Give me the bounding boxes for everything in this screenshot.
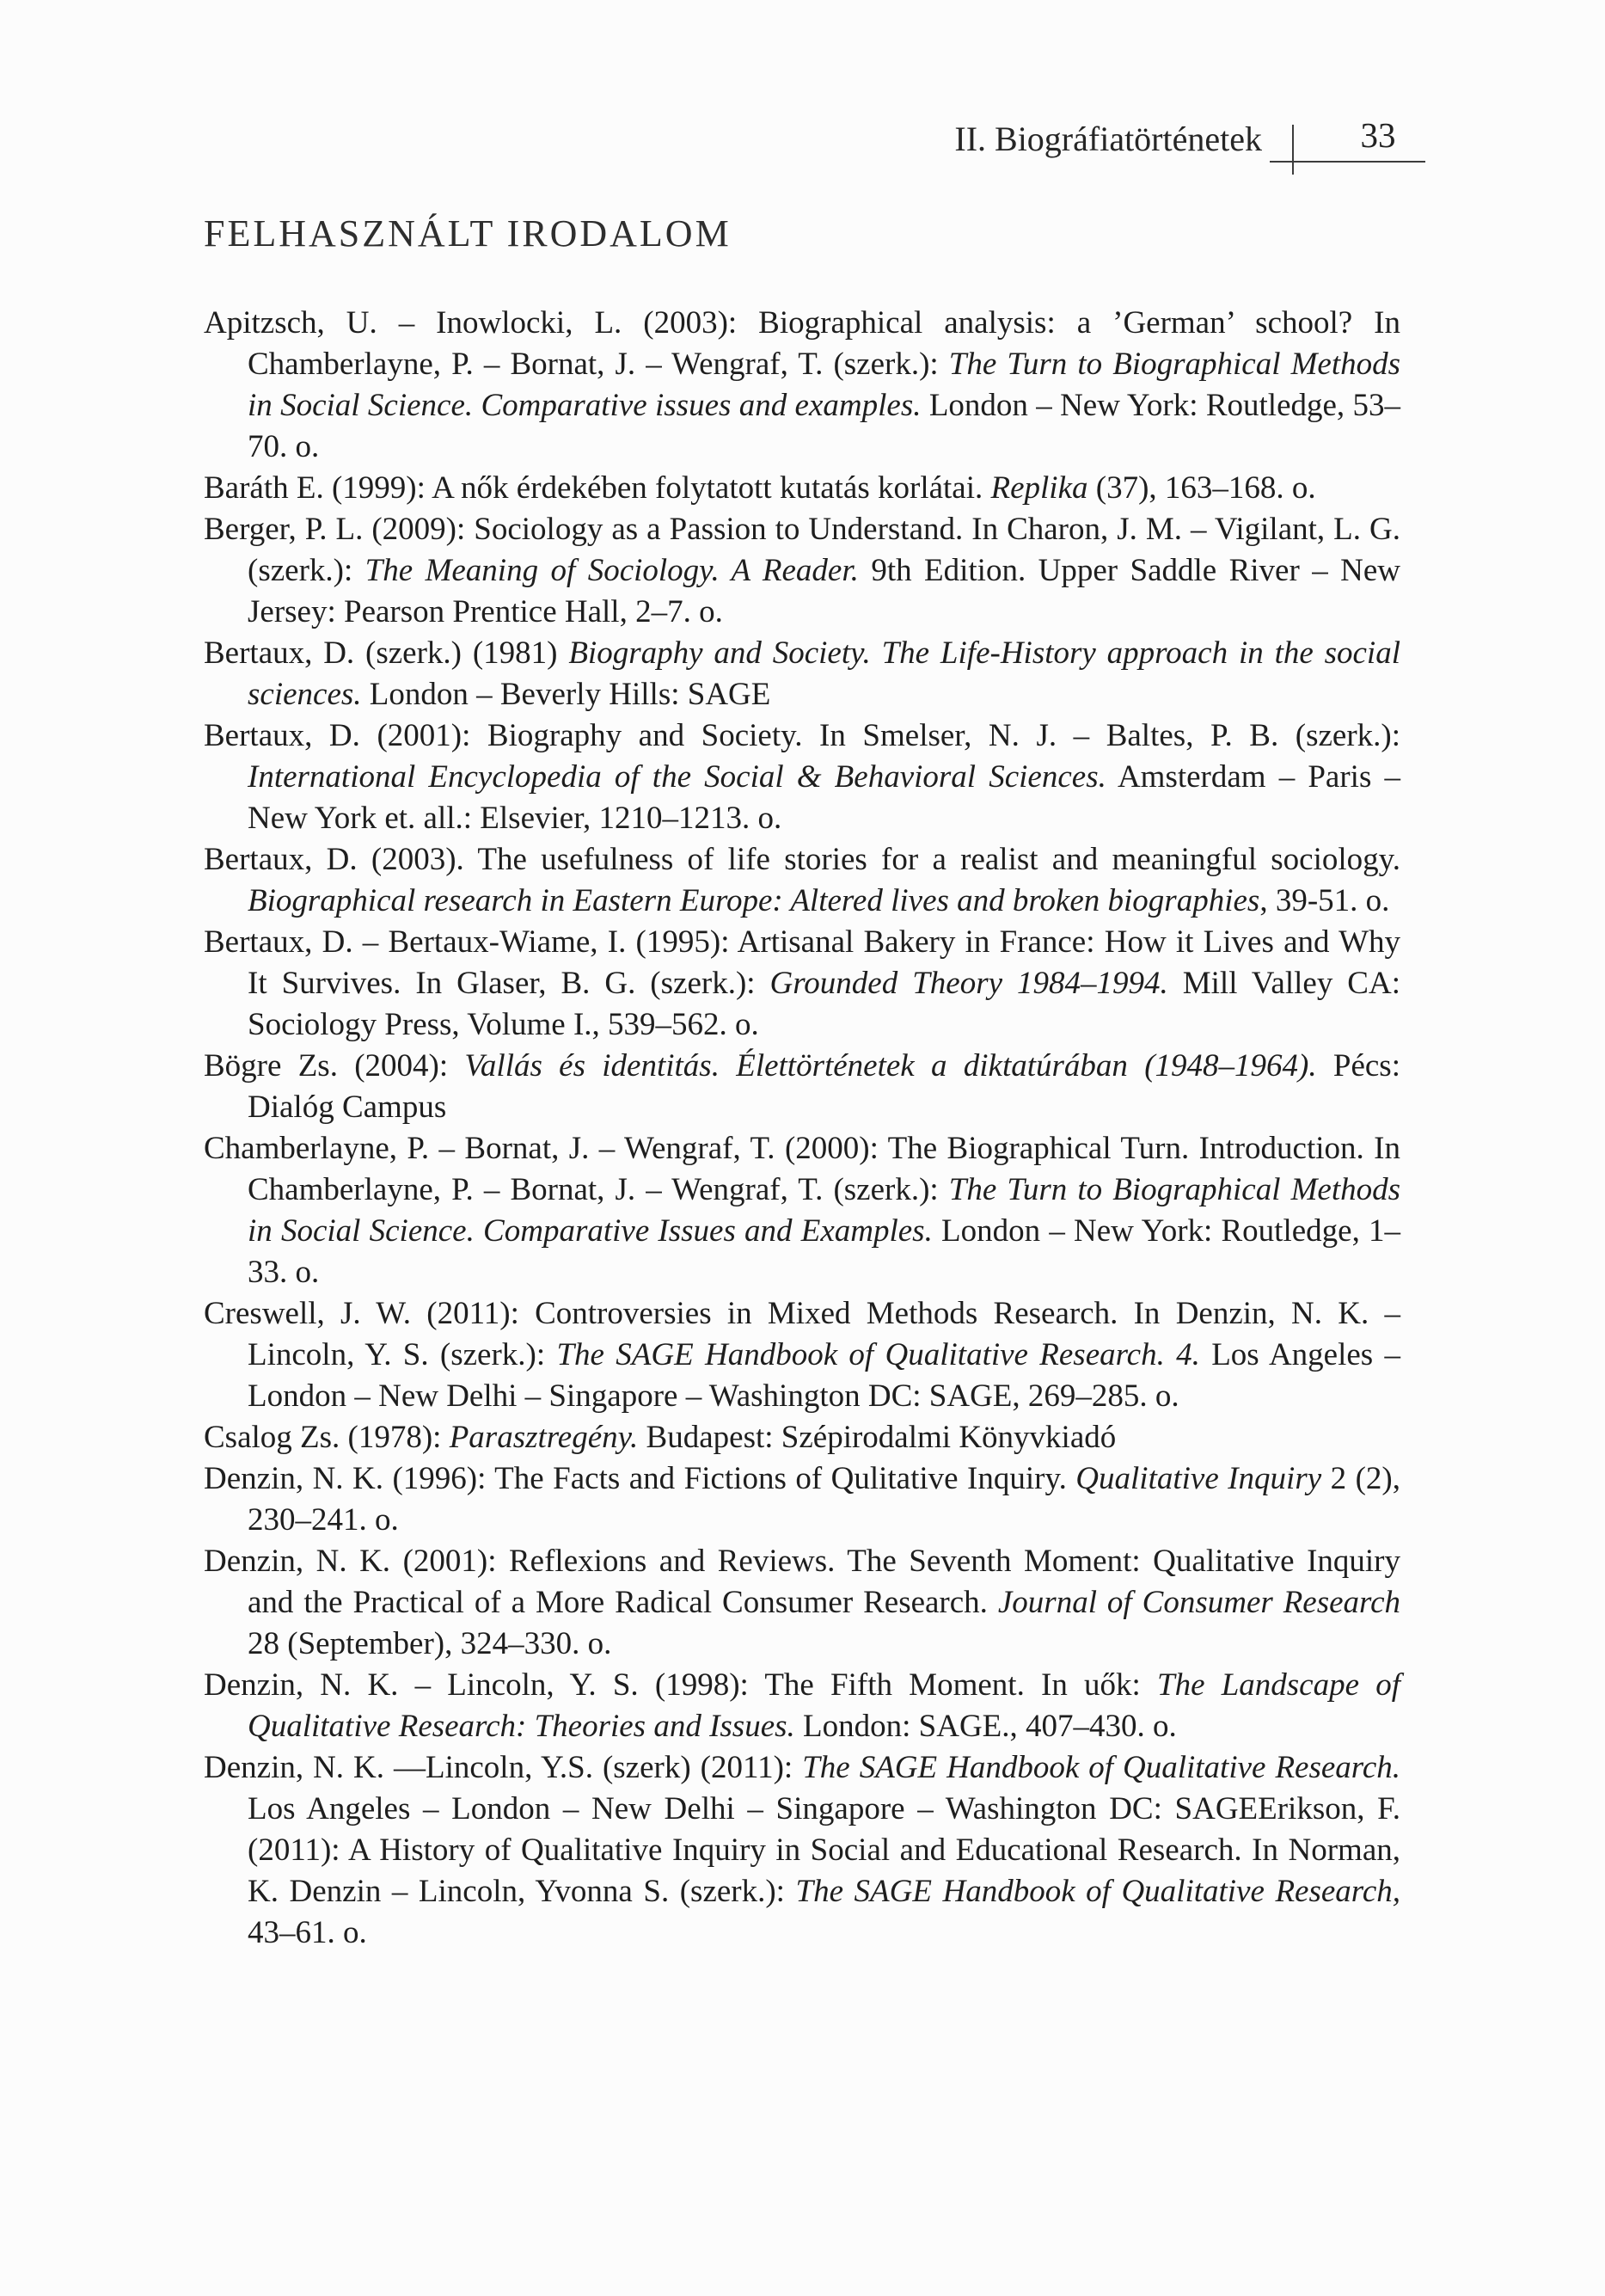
reference-text: Pécs: Dialóg Campus [248,1048,1400,1125]
reference-italic-text: Biographical research in Eastern Europe: Altered lives and broken biographies [248,883,1260,918]
reference-text: Budapest: Szépirodalmi Könyvkiadó [638,1420,1117,1455]
reference-entry [204,1665,1400,1747]
reference-entry [204,303,1400,468]
reference-entry [204,633,1400,715]
reference-text: Berger, P. L. (2009): Sociology as a Passion to Understand. In Charon, J. M. – Vigilant, L. G. (szerk.): [204,512,1400,588]
reference-entry [204,509,1400,633]
page-number: 33 [1360,115,1396,155]
reference-italic-text: The Turn to Biographical Methods in Social Science. Comparative Issues and Examples. [248,1172,1400,1249]
reference-text: 43–61. o. [248,1915,367,1950]
reference-text: Bertaux, D. (2001): Biography and Society. In Smelser, N. J. – Baltes, P. B. (szerk.): [204,718,1400,753]
reference-text: Denzin, N. K. – Lincoln, Y. S. (1998): The Fifth Moment. In uők: [204,1667,1157,1703]
reference-entry [204,715,1400,839]
running-head-section-title: II. Biográfiatörténetek [954,120,1262,158]
reference-entry [204,1046,1400,1128]
reference-entry [204,1458,1400,1541]
reference-text: Apitzsch, U. – Inowlocki, L. (2003): Biographical analysis: a ’German’ school? In Chamberlayne, P. – Bornat, J. – Wengraf, T. (szerk.): [204,305,1400,382]
reference-text: Bertaux, D. (szerk.) (1981) [204,635,569,671]
reference-text: Amsterdam – Paris – New York et. all.: Elsevier, 1210–1213. o. [248,759,1400,836]
reference-text: Bertaux, D. (2003). The usefulness of life stories for a realist and meaningful sociology. [204,842,1400,877]
reference-text: Chamberlayne, P. – Bornat, J. – Wengraf, T. (2000): The Biographical Turn. Introduction. In Chamberlayne, P. – Bornat, J. – Wengraf, T. (szerk.): [204,1131,1400,1207]
reference-italic-text: Grounded Theory 1984–1994. [769,966,1168,1001]
section-title: FELHASZNÁLT IRODALOM [204,212,732,255]
reference-text: Baráth E. (1999): A nők érdekében folytatott kutatás korlátai. [204,470,991,506]
reference-text: Denzin, N. K. (1996): The Facts and Fictions of Qulitative Inquiry. [204,1461,1076,1496]
reference-text: Los Angeles – London – New Delhi – Singapore – Washington DC: SAGEErikson, F. (2011): A History of Qualitative Inquiry in Social and Educational Research. In Norman, K. Denzin – Lincoln, Yvonna S. (szerk.): [248,1791,1400,1909]
reference-italic-text: The SAGE Handbook of Qualitative Research, [795,1874,1401,1909]
header-rule [1270,161,1425,163]
reference-entry [204,1747,1400,1954]
reference-text: 9th Edition. Upper Saddle River – New Jersey: Pearson Prentice Hall, 2–7. o. [248,553,1400,629]
reference-italic-text: Biography and Society. The Life-History approach in the social sciences. [248,635,1400,712]
reference-entry [204,1417,1400,1458]
reference-text: London: SAGE., 407–430. o. [794,1709,1177,1744]
references-list [204,303,1400,1954]
reference-italic-text: Qualitative Inquiry [1075,1461,1322,1496]
reference-italic-text: International Encyclopedia of the Social & Behavioral Sciences. [248,759,1106,795]
reference-italic-text: Journal of Consumer Research [997,1585,1400,1620]
reference-text: Bertaux, D. – Bertaux-Wiame, I. (1995): Artisanal Bakery in France: How it Lives and Why It Survives. In Glaser, B. G. (szerk.): [204,924,1400,1001]
reference-entry [204,839,1400,922]
reference-italic-text: Parasztregény. [449,1420,639,1455]
reference-entry [204,1293,1400,1417]
reference-text: London – New York: Routledge, 53–70. o. [248,388,1401,464]
reference-text: London – New York: Routledge, 1–33. o. [248,1213,1401,1290]
reference-italic-text: Vallás és identitás. Élettörténetek a diktatúrában (1948–1964). [464,1048,1317,1084]
reference-text: , 39-51. o. [1259,883,1390,918]
reference-text: Los Angeles – London – New Delhi – Singapore – Washington DC: SAGE, 269–285. o. [248,1337,1401,1414]
reference-text: Denzin, N. K. —Lincoln, Y.S. (szerk) (2011): [204,1750,803,1785]
reference-text: Denzin, N. K. (2001): Reflexions and Reviews. The Seventh Moment: Qualitative Inquiry and the Practical of a More Radical Consumer Research. [204,1544,1400,1620]
reference-text: 28 (September), 324–330. o. [248,1626,612,1661]
reference-text: 2 (2), 230–241. o. [248,1461,1400,1538]
reference-italic-text: The SAGE Handbook of Qualitative Research. [802,1750,1400,1785]
reference-text: Csalog Zs. (1978): [204,1420,450,1455]
reference-entry [204,922,1400,1046]
reference-text: (37), 163–168. o. [1087,470,1316,506]
reference-italic-text: The Landscape of Qualitative Research: Theories and Issues. [248,1667,1400,1744]
header-divider-bar [1292,125,1294,175]
reference-italic-text: The SAGE Handbook of Qualitative Research. 4. [556,1337,1200,1372]
reference-italic-text: The Meaning of Sociology. A Reader. [364,553,859,588]
reference-entry [204,1541,1400,1665]
reference-text: Creswell, J. W. (2011): Controversies in Mixed Methods Research. In Denzin, N. K. – Lincoln, Y. S. (szerk.): [204,1296,1400,1372]
reference-italic-text: The Turn to Biographical Methods in Social Science. Comparative issues and examples. [248,347,1400,423]
reference-text: Bögre Zs. (2004): [204,1048,465,1084]
reference-text: London – Beverly Hills: SAGE [361,677,771,712]
reference-text: Mill Valley CA: Sociology Press, Volume I., 539–562. o. [248,966,1400,1042]
reference-italic-text: Replika [990,470,1088,506]
reference-entry [204,1128,1400,1293]
reference-entry [204,468,1400,509]
